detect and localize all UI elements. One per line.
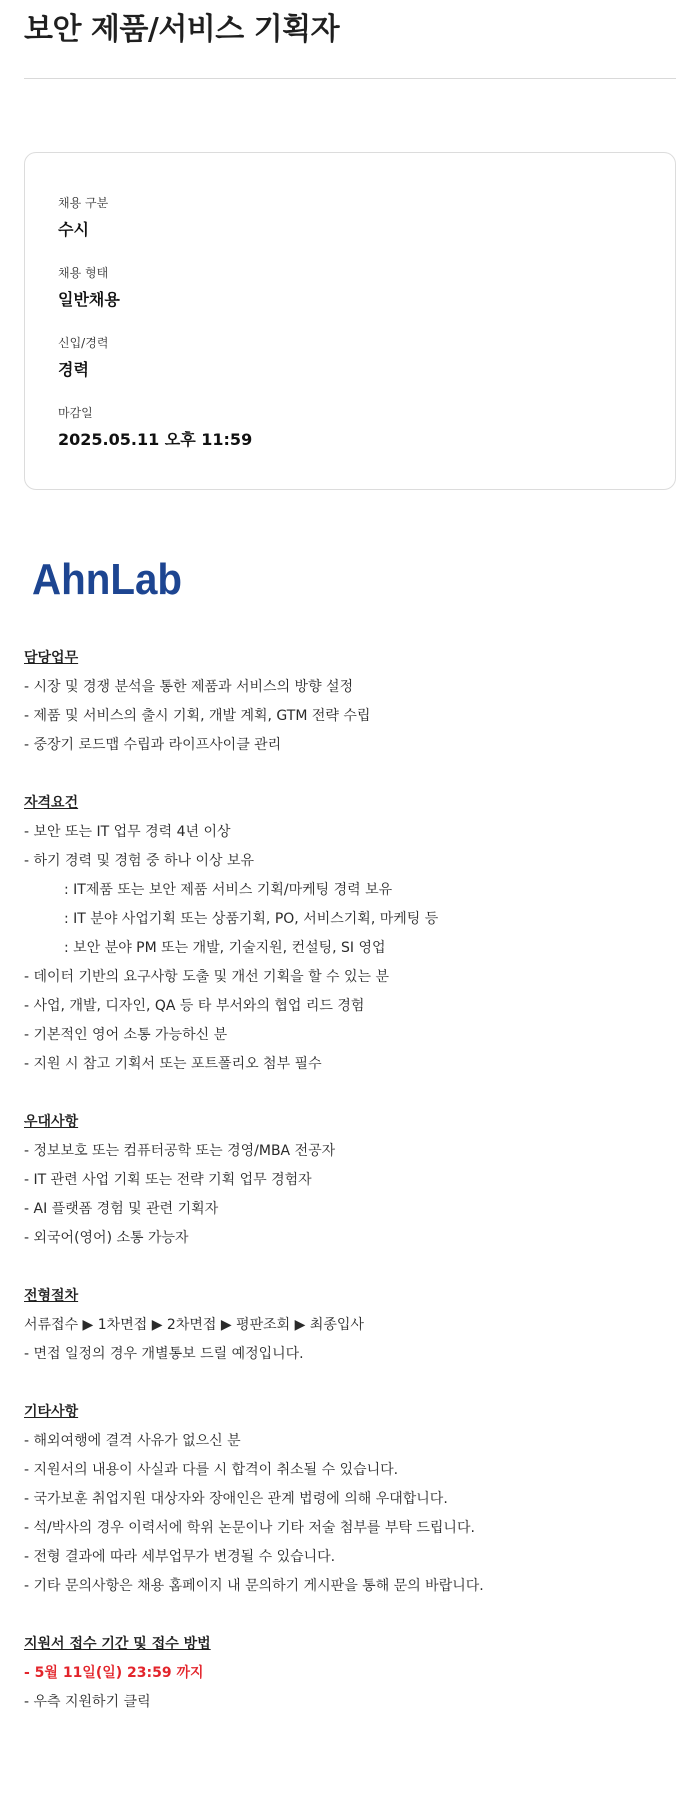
section-preferred xyxy=(24,1108,676,1253)
list-item: - 기타 문의사항은 채용 홈페이지 내 문의하기 게시판을 통해 문의 바랍니다. xyxy=(24,1578,484,1594)
list-item: - IT 관련 사업 기획 또는 전략 기획 업무 경험자 xyxy=(24,1172,312,1188)
info-label: 채용 구분 xyxy=(58,196,109,210)
list-subitem: : IT 분야 사업기획 또는 상품기획, PO, 서비스기획, 마케팅 등 xyxy=(64,911,439,927)
section-heading: 기타사항 xyxy=(24,1404,79,1420)
list-item: - 전형 결과에 따라 세부업무가 변경될 수 있습니다. xyxy=(24,1549,336,1565)
list-subitem: : 보안 분야 PM 또는 개발, 기술지원, 컨설팅, SI 영업 xyxy=(64,940,386,956)
info-deadline xyxy=(58,405,252,451)
ahnlab-logo xyxy=(32,548,192,608)
list-item: - 면접 일정의 경우 개별통보 드릴 예정입니다. xyxy=(24,1346,304,1362)
info-label: 채용 형태 xyxy=(58,266,109,280)
title-divider xyxy=(24,78,676,79)
section-etc xyxy=(24,1398,676,1601)
list-item: - 지원 시 참고 기획서 또는 포트폴리오 첨부 필수 xyxy=(24,1056,322,1072)
list-item: - 국가보훈 취업지원 대상자와 장애인은 관계 법령에 의해 우대합니다. xyxy=(24,1491,448,1507)
info-value: 경력 xyxy=(58,360,89,379)
spacer xyxy=(24,1601,676,1630)
list-item: - 보안 또는 IT 업무 경력 4년 이상 xyxy=(24,824,231,840)
job-info-card xyxy=(24,152,676,490)
ahnlab-logo-text: AhnLab xyxy=(32,555,182,604)
info-value: 일반채용 xyxy=(58,290,120,309)
list-item: - 사업, 개발, 디자인, QA 등 타 부서와의 협업 리드 경험 xyxy=(24,998,365,1014)
list-item: - 지원서의 내용이 사실과 다를 시 합격이 취소될 수 있습니다. xyxy=(24,1462,399,1478)
info-career-level xyxy=(58,335,108,381)
list-item: - 중장기 로드맵 수립과 라이프사이클 관리 xyxy=(24,737,282,753)
list-item: - AI 플랫폼 경험 및 관련 기획자 xyxy=(24,1201,219,1217)
section-apply xyxy=(24,1630,676,1717)
info-label: 신입/경력 xyxy=(58,336,109,350)
info-employment-type xyxy=(58,265,120,311)
section-heading: 지원서 접수 기간 및 접수 방법 xyxy=(24,1636,211,1652)
list-item: - 외국어(영어) 소통 가능자 xyxy=(24,1230,189,1246)
job-description xyxy=(24,644,676,1717)
page-title: 보안 제품/서비스 기획자 xyxy=(24,12,340,47)
section-heading: 전형절차 xyxy=(24,1288,79,1304)
info-value: 2025.05.11 오후 11:59 xyxy=(58,430,253,449)
section-heading: 자격요건 xyxy=(24,795,79,811)
section-heading: 담당업무 xyxy=(24,650,79,666)
spacer xyxy=(24,760,676,789)
list-item: - 하기 경력 및 경험 중 하나 이상 보유 xyxy=(24,853,254,869)
section-process xyxy=(24,1282,676,1369)
list-subitem: : IT제품 또는 보안 제품 서비스 기획/마케팅 경력 보유 xyxy=(64,882,393,898)
list-item: - 시장 및 경쟁 분석을 통한 제품과 서비스의 방향 설정 xyxy=(24,679,354,695)
spacer xyxy=(24,1369,676,1398)
list-item: - 정보보호 또는 컴퓨터공학 또는 경영/MBA 전공자 xyxy=(24,1143,336,1159)
list-item: - 석/박사의 경우 이력서에 학위 논문이나 기타 저술 첨부를 부탁 드립니다. xyxy=(24,1520,475,1536)
section-heading: 우대사항 xyxy=(24,1114,79,1130)
list-item: - 기본적인 영어 소통 가능하신 분 xyxy=(24,1027,228,1043)
section-qualifications xyxy=(24,789,676,1079)
apply-deadline: - 5월 11일(일) 23:59 까지 xyxy=(24,1665,204,1681)
list-item: - 데이터 기반의 요구사항 도출 및 개선 기획을 할 수 있는 분 xyxy=(24,969,390,985)
section-duties xyxy=(24,644,676,760)
list-item: - 해외여행에 결격 사유가 없으신 분 xyxy=(24,1433,241,1449)
spacer xyxy=(24,1079,676,1108)
info-recruit-type xyxy=(58,195,108,241)
info-label: 마감일 xyxy=(58,406,93,420)
spacer xyxy=(24,1253,676,1282)
apply-instruction: - 우측 지원하기 클릭 xyxy=(24,1694,151,1710)
info-value: 수시 xyxy=(58,220,89,239)
list-item: - 제품 및 서비스의 출시 기획, 개발 계획, GTM 전략 수립 xyxy=(24,708,371,724)
process-steps: 서류접수 ▶ 1차면접 ▶ 2차면접 ▶ 평판조회 ▶ 최종입사 xyxy=(24,1317,364,1333)
